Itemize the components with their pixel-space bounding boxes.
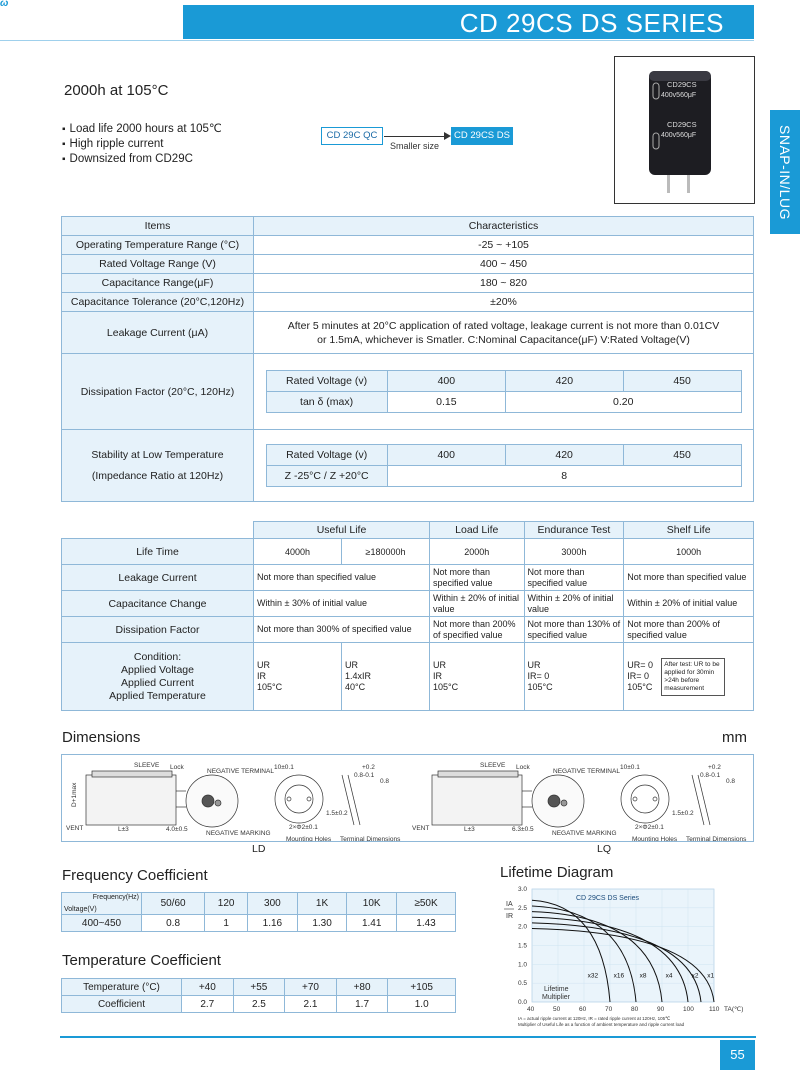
cond-value: UR <box>345 660 358 670</box>
brand-logo: ω <box>0 0 9 9</box>
stab-z-label: Z -25°C / Z +20°C <box>266 466 387 487</box>
lq-label: LQ <box>597 843 612 855</box>
life-head-endurance: Endurance Test <box>524 522 624 539</box>
life-cell: Not more than 200% of specified value <box>430 617 525 643</box>
ld-drawing <box>86 771 360 827</box>
dim-label: L±3 <box>118 826 129 833</box>
cond-value: UR <box>257 660 270 670</box>
cond-value: 1.4xIR <box>345 671 372 681</box>
cond-value: 105°C <box>527 682 553 692</box>
spec-value <box>254 312 754 354</box>
product-photo <box>614 56 755 204</box>
life-table <box>61 521 754 711</box>
dim-label: 6.3±0.5 <box>512 826 534 833</box>
dim-label: 0.8-0.1 <box>700 772 721 779</box>
cond-label: Applied Temperature <box>109 689 206 702</box>
life-cell: Within ± 20% of initial value <box>430 591 525 617</box>
dim-label: +0.2 <box>362 764 375 771</box>
life-cell: 3000h <box>524 539 624 565</box>
x-tick-label: 110 <box>709 1006 720 1013</box>
ia-label: IA <box>506 901 513 908</box>
dim-label: VENT <box>412 825 430 832</box>
spec-label: Rated Voltage Range (V) <box>62 255 254 274</box>
cond-value: 105°C <box>257 682 283 692</box>
spec-value: -25 ~ +105 <box>254 236 754 255</box>
temp-value: 1.7 <box>336 996 388 1013</box>
freq-corner-bot: Voltage(V) <box>64 906 97 913</box>
dimension-diagram-icon <box>62 755 753 841</box>
life-cell: Not more than 300% of specified value <box>254 617 430 643</box>
life-cell <box>342 643 430 711</box>
y-tick-label: 1.0 <box>518 961 528 969</box>
temp-col: +80 <box>336 979 388 996</box>
x-tick-label: 50 <box>553 1006 561 1013</box>
life-cell: Not more than 200% of specified value <box>624 617 754 643</box>
spec-head-items: Items <box>62 217 254 236</box>
df-v2: 420 <box>505 371 623 392</box>
feature-item: ▪ High ripple current <box>62 137 222 152</box>
x-tick-label: 90 <box>657 1006 665 1013</box>
dim-label: 0.8 <box>726 778 736 785</box>
cond-value: 105°C <box>433 682 459 692</box>
stability-label-2: (Impedance Ratio at 120Hz) <box>91 469 224 482</box>
stab-v1: 400 <box>387 445 505 466</box>
dim-label: +0.2 <box>708 764 721 771</box>
series-subtitle: 2000h at 105°C <box>64 82 169 99</box>
df-v1: 400 <box>387 371 505 392</box>
dim-label: 0.8-0.1 <box>354 772 375 779</box>
dim-label: Mounting Holes <box>632 836 678 841</box>
cond-value: 40°C <box>345 682 366 692</box>
dim-label: 1.5±0.2 <box>672 810 694 817</box>
frequency-table <box>61 892 456 932</box>
multiplier-label: x32 <box>587 972 599 980</box>
dim-label: Lock <box>170 764 184 771</box>
spec-value <box>254 430 754 502</box>
cond-value: IR= 0 <box>627 671 650 681</box>
footer-divider <box>60 1036 756 1038</box>
dimensions-title: Dimensions <box>62 729 141 746</box>
x-tick-label: 40 <box>527 1006 535 1013</box>
freq-value: 0.8 <box>142 915 205 932</box>
life-cell: Within ± 20% of initial value <box>524 591 624 617</box>
spec-value: 180 ~ 820 <box>254 274 754 293</box>
life-label: Life Time <box>62 539 254 565</box>
temp-col: +105 <box>388 979 456 996</box>
life-label: Capacitance Change <box>62 591 254 617</box>
life-cell: Not more than specified value <box>624 565 754 591</box>
feature-item: ▪ Load life 2000 hours at 105℃ <box>62 122 222 137</box>
freq-corner-top: Frequency(Hz) <box>92 894 139 901</box>
dim-label: 10±0.1 <box>274 764 294 771</box>
page-number: 55 <box>720 1040 755 1070</box>
lifetime-chart <box>498 884 756 1030</box>
temp-head: Temperature (°C) <box>62 979 182 996</box>
dim-label: 2×Φ2±0.1 <box>635 824 664 831</box>
y-tick-label: 2.0 <box>518 923 528 931</box>
flow-note: Smaller size <box>390 141 440 151</box>
stab-v2: 420 <box>505 445 623 466</box>
temp-col: +55 <box>233 979 285 996</box>
life-head-useful: Useful Life <box>254 522 430 539</box>
x-tick-label: 80 <box>631 1006 639 1013</box>
lq-drawing <box>432 771 710 827</box>
df-t2: 0.20 <box>505 392 741 413</box>
cond-value: IR <box>433 671 442 681</box>
spec-table <box>61 216 754 502</box>
temp-col: +70 <box>285 979 337 996</box>
life-cell: Not more than 130% of specified value <box>524 617 624 643</box>
life-cell: Within ± 20% of initial value <box>624 591 754 617</box>
life-cell <box>624 643 754 711</box>
feature-item: ▪ Downsized from CD29C <box>62 152 222 167</box>
flow-to-box: CD 29CS DS <box>451 127 513 145</box>
freq-value: 1 <box>205 915 248 932</box>
y-tick-label: 3.0 <box>518 886 528 893</box>
frequency-title: Frequency Coefficient <box>62 867 208 884</box>
life-cell <box>524 643 624 711</box>
spec-label: Dissipation Factor (20°C, 120Hz) <box>62 354 254 430</box>
cond-value: UR= 0 <box>627 660 654 670</box>
dim-label: 1.5±0.2 <box>326 810 348 817</box>
spec-label: Capacitance Tolerance (20°C,120Hz) <box>62 293 254 312</box>
multiplier-label: x16 <box>613 972 625 980</box>
x-tick-label: 70 <box>605 1006 613 1013</box>
ir-label: IR <box>506 913 513 920</box>
shelf-note-box: After test: UR to be applied for 30min >24h before measurement <box>661 658 725 696</box>
freq-value: 1.43 <box>397 915 456 932</box>
y-tick-label: 2.5 <box>518 904 528 912</box>
life-head-shelf: Shelf Life <box>624 522 754 539</box>
chart-title: CD 29CS DS Series <box>576 895 640 902</box>
spec-label: Leakage Current (μA) <box>62 312 254 354</box>
freq-value: 1.41 <box>347 915 397 932</box>
life-cell: Not more than specified value <box>430 565 525 591</box>
legend-lifetime: Lifetime <box>544 986 569 993</box>
df-tan-label: tan δ (max) <box>266 392 387 413</box>
dim-label: 4.0±0.5 <box>166 826 188 833</box>
freq-corner <box>62 893 142 915</box>
spec-head-characteristics: Characteristics <box>254 217 754 236</box>
dim-label: 2×Φ2±0.1 <box>289 824 318 831</box>
stability-subtable <box>266 444 742 487</box>
life-cell <box>254 643 342 711</box>
multiplier-label: x8 <box>639 972 647 980</box>
freq-head: 300 <box>248 893 298 915</box>
spec-label: Operating Temperature Range (°C) <box>62 236 254 255</box>
dim-label: 10±0.1 <box>620 764 640 771</box>
stab-rv-label: Rated Voltage (v) <box>266 445 387 466</box>
multiplier-label: x1 <box>707 972 715 980</box>
cond-label: Condition: <box>133 650 182 663</box>
life-cell: Within ± 30% of initial value <box>254 591 430 617</box>
temp-row-label: Coefficient <box>62 996 182 1013</box>
dim-label: Terminal Dimensions <box>686 836 747 841</box>
freq-row-label: 400~450 <box>62 915 142 932</box>
chart-note-1: IA = actual ripple current at 120Hz, IR = rated ripple current at 120Hz, 105℃ <box>518 1016 671 1021</box>
temp-value: 2.1 <box>285 996 337 1013</box>
cond-value: 105°C <box>627 682 653 692</box>
df-t1: 0.15 <box>387 392 505 413</box>
df-rv-label: Rated Voltage (v) <box>266 371 387 392</box>
dim-label: SLEEVE <box>134 762 160 769</box>
dim-label: Lock <box>516 764 530 771</box>
temp-value: 1.0 <box>388 996 456 1013</box>
temperature-table <box>61 978 456 1013</box>
arrow-right-icon <box>444 132 451 140</box>
spec-value <box>254 354 754 430</box>
cond-value: IR= 0 <box>527 671 550 681</box>
y-tick-label: 0.0 <box>518 999 528 1006</box>
capacitor-icon <box>615 57 754 203</box>
stab-val: 8 <box>387 466 741 487</box>
life-cell: 1000h <box>624 539 754 565</box>
dim-label: SLEEVE <box>480 762 506 769</box>
dim-label: L±3 <box>464 826 475 833</box>
temp-value: 2.7 <box>182 996 234 1013</box>
cond-label: Applied Voltage <box>121 663 194 676</box>
spec-label: Capacitance Range(μF) <box>62 274 254 293</box>
df-subtable <box>266 370 742 413</box>
feature-list <box>62 122 222 167</box>
life-cell: ≥180000h <box>342 539 430 565</box>
chart-note-2: Multiplier of Useful Life as a function of ambient temperature and ripple current load <box>518 1022 685 1027</box>
x-unit: TA(℃) <box>724 1006 744 1013</box>
photo-label-3: CD29CS <box>667 120 697 129</box>
spec-value: 400 ~ 450 <box>254 255 754 274</box>
legend-multiplier: Multiplier <box>542 994 571 1001</box>
photo-label-1: CD29CS <box>667 80 697 89</box>
freq-head: 1K <box>297 893 347 915</box>
y-tick-label: 0.5 <box>518 980 528 988</box>
spec-value: ±20% <box>254 293 754 312</box>
page-title: CD 29CS DS SERIES <box>183 5 754 39</box>
dim-label: NEGATIVE MARKING <box>552 830 617 837</box>
dim-label: Terminal Dimensions <box>340 836 401 841</box>
y-tick-label: 1.5 <box>518 942 528 950</box>
dim-label: NEGATIVE TERMINAL <box>553 768 620 775</box>
dim-label: Mounting Holes <box>286 836 332 841</box>
stab-v3: 450 <box>623 445 741 466</box>
life-label <box>62 643 254 711</box>
dim-label: NEGATIVE MARKING <box>206 830 271 837</box>
dim-label: D+1max <box>71 782 78 807</box>
cond-value: UR <box>527 660 541 670</box>
leakage-line-2: or 1.5mA, whichever is Smatler. C:Nominal Capacitance(μF) V:Rated Voltage(V) <box>317 333 690 346</box>
multiplier-label: x2 <box>691 972 699 980</box>
life-label: Dissipation Factor <box>62 617 254 643</box>
df-v3: 450 <box>623 371 741 392</box>
multiplier-label: x4 <box>665 972 673 980</box>
temp-col: +40 <box>182 979 234 996</box>
flow-arrow <box>384 136 446 137</box>
dim-label: NEGATIVE TERMINAL <box>207 768 274 775</box>
cond-label: Applied Current <box>121 676 194 689</box>
side-tab-snap-in: SNAP-IN/LUG <box>770 110 800 234</box>
x-tick-label: 100 <box>683 1006 694 1013</box>
freq-value: 1.16 <box>248 915 298 932</box>
life-cell: Not more than specified value <box>524 565 624 591</box>
freq-head: 50/60 <box>142 893 205 915</box>
flow-from-box: CD 29C QC <box>321 127 383 145</box>
life-head-load: Load Life <box>430 522 525 539</box>
freq-value: 1.30 <box>297 915 347 932</box>
freq-head: ≥50K <box>397 893 456 915</box>
life-cell: 2000h <box>430 539 525 565</box>
leakage-line-1: After 5 minutes at 20°C application of rated voltage, leakage current is not more than 0.01CV <box>287 319 720 332</box>
life-label: Leakage Current <box>62 565 254 591</box>
cond-value: UR <box>433 660 446 670</box>
dim-label: VENT <box>66 825 84 832</box>
life-cell: Not more than specified value <box>254 565 430 591</box>
lifetime-title: Lifetime Diagram <box>500 864 614 881</box>
stability-label-1: Stability at Low Temperature <box>91 448 224 461</box>
freq-head: 10K <box>347 893 397 915</box>
life-cell: 4000h <box>254 539 342 565</box>
ld-label: LD <box>252 843 266 855</box>
dim-label: 0.8 <box>380 778 390 785</box>
title-divider <box>0 40 754 41</box>
life-cell <box>430 643 525 711</box>
dimensions-unit: mm <box>722 729 747 746</box>
life-corner <box>62 522 254 539</box>
temp-value: 2.5 <box>233 996 285 1013</box>
temperature-title: Temperature Coefficient <box>62 952 221 969</box>
cond-value: IR <box>257 671 266 681</box>
freq-head: 120 <box>205 893 248 915</box>
photo-label-4: 400v560μF <box>661 132 697 139</box>
photo-label-2: 400v560μF <box>661 92 697 99</box>
x-tick-label: 60 <box>579 1006 587 1013</box>
dimensions-drawing <box>61 754 754 842</box>
spec-label <box>62 430 254 502</box>
